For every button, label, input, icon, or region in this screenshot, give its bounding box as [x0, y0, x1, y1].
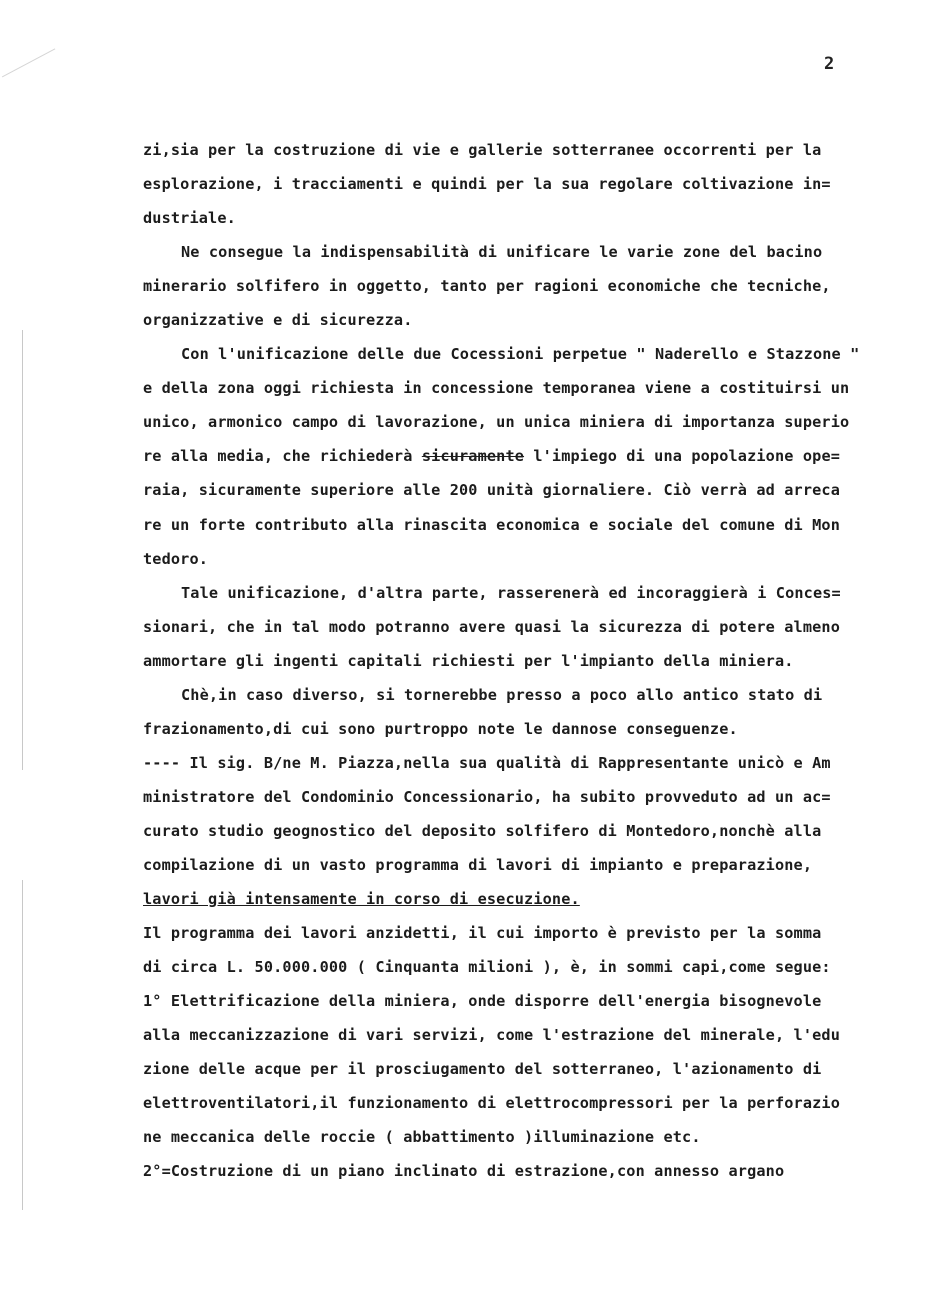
text-line: frazionamento,di cui sono purtroppo note le dannose conseguenze.	[143, 719, 738, 738]
text-line: zi,sia per la costruzione di vie e gallerie sotterranee occorrenti per la	[143, 141, 822, 159]
text-line: elettroventilatori,il funzionamento di elettrocompressori per la perforazio	[143, 1094, 841, 1113]
text-line: minerario solfifero in oggetto, tanto per ragioni economiche che tecniche,	[143, 277, 831, 296]
text-segment: l'impiego di una popolazione ope=	[524, 447, 841, 466]
text-line: Chè,in caso diverso, si tornerebbe presso a poco allo antico stato di	[181, 685, 823, 704]
scan-edge-line	[22, 330, 23, 770]
text-line: ne meccanica delle roccie ( abbattimento )illuminazione etc.	[143, 1128, 701, 1147]
text-line: 1° Elettrificazione della miniera, onde disporre dell'energia bisognevole	[143, 992, 822, 1011]
text-line: zione delle acque per il prosciugamento del sotterraneo, l'azionamento di	[143, 1060, 822, 1079]
text-line: unico, armonico campo di lavorazione, un unica miniera di importanza superio	[143, 413, 850, 432]
text-line: organizzative e di sicurezza.	[143, 311, 413, 330]
text-line: compilazione di un vasto programma di lavori di impianto e preparazione,	[143, 855, 813, 874]
text-line: Il programma dei lavori anzidetti, il cui importo è previsto per la somma	[143, 924, 822, 943]
text-line: di circa L. 50.000.000 ( Cinquanta milioni ), è, in sommi capi,come segue:	[143, 958, 831, 977]
text-line: raia, sicuramente superiore alle 200 unità giornaliere. Ciò verrà ad arreca	[143, 481, 841, 500]
scan-edge-line	[22, 880, 23, 1210]
typewritten-text	[143, 133, 893, 1188]
text-line: ministratore del Condominio Concessionario, ha subito provveduto ad un ac=	[143, 787, 831, 806]
text-line: ammortare gli ingenti capitali richiesti per l'impianto della miniera.	[143, 651, 794, 670]
text-line: esplorazione, i tracciamenti e quindi per la sua regolare coltivazione in=	[143, 175, 831, 194]
text-line: alla meccanizzazione di vari servizi, come l'estrazione del minerale, l'edu	[143, 1026, 841, 1045]
scan-corner-mark	[2, 48, 74, 112]
page-number: 2	[824, 54, 835, 74]
text-line: dustriale.	[143, 209, 236, 228]
text-line: Ne consegue la indispensabilità di unificare le varie zone del bacino	[181, 243, 823, 262]
text-line: sionari, che in tal modo potranno avere quasi la sicurezza di potere almeno	[143, 617, 841, 636]
struck-word: sicuramente	[421, 447, 525, 466]
text-line: ---- Il sig. B/ne M. Piazza,nella sua qualità di Rappresentante unicò e Am	[143, 753, 831, 772]
text-line: 2°=Costruzione di un piano inclinato di estrazione,con annesso argano	[143, 1162, 785, 1181]
text-line: Tale unificazione, d'altra parte, rasserenerà ed incoraggierà i Conces=	[181, 583, 841, 602]
underlined-text-line: lavori già intensamente in corso di esecuzione.	[143, 890, 580, 909]
text-line: e della zona oggi richiesta in concessione temporanea viene a costituirsi un	[143, 379, 850, 398]
text-line: re un forte contributo alla rinascita economica e sociale del comune di Mon	[143, 515, 841, 534]
text-line: tedoro.	[143, 549, 209, 568]
text-line: Con l'unificazione delle due Cocessioni perpetue " Naderello e Stazzone "	[181, 345, 860, 364]
text-line-with-strikethrough	[143, 439, 893, 473]
text-segment: re alla media, che richiederà	[143, 447, 422, 466]
text-line: curato studio geognostico del deposito solfifero di Montedoro,nonchè alla	[143, 821, 822, 840]
